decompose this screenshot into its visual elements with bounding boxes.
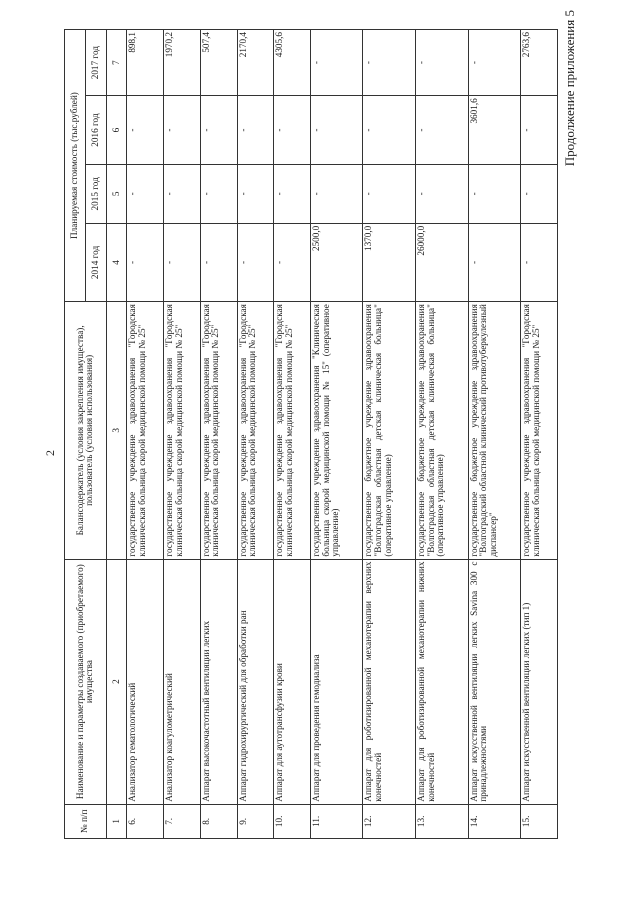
table-row — [127, 30, 164, 839]
cost-y2017: - — [416, 30, 469, 96]
table-row — [274, 30, 311, 839]
table-row — [237, 30, 274, 839]
holder: государственное бюджетное учреждение здравоохранения "Волгоградская областная детская клиническая больница" (оперативное управление) — [363, 302, 416, 559]
row-number: 11. — [310, 804, 363, 838]
item-name: Аппарат для роботизированной механотерапии нижних конечностей — [416, 559, 469, 804]
cost-y2016: - — [310, 96, 363, 165]
column-number: 2 — [106, 559, 127, 804]
item-name: Аппарат гидрохирургический для обработки ран — [237, 559, 274, 804]
table-row — [468, 30, 521, 839]
cost-y2015: - — [274, 164, 311, 223]
property-table — [64, 29, 558, 839]
holder: государственное учреждение здравоохранения "Городская клиническая больница скорой медицинской помощи № 25" — [237, 302, 274, 559]
page-number: 2 — [42, 450, 57, 456]
row-number: 13. — [416, 804, 469, 838]
row-number: 8. — [200, 804, 237, 838]
item-name: Анализатор гематологический — [127, 559, 164, 804]
header-row — [65, 30, 86, 839]
cost-y2017: 2763,6 — [521, 30, 558, 96]
header-col-name: Наименование и параметры создаваемого (приобретаемого) имущества — [65, 559, 107, 804]
table-row — [200, 30, 237, 839]
item-name: Аппарат для аутотрансфузии крови — [274, 559, 311, 804]
cost-y2017: 2170,4 — [237, 30, 274, 96]
cost-y2014: - — [164, 223, 201, 301]
cost-y2014: 26000,0 — [416, 223, 469, 301]
cost-y2015: - — [468, 164, 521, 223]
cost-y2014: - — [468, 223, 521, 301]
column-number: 7 — [106, 30, 127, 96]
holder: государственное учреждение здравоохранения "Городская клиническая больница скорой медицинской помощи № 25" — [521, 302, 558, 559]
holder: государственное учреждение здравоохранения "Городская клиническая больница скорой медицинской помощи № 25" — [164, 302, 201, 559]
column-number: 1 — [106, 804, 127, 838]
holder: государственное учреждение здравоохранения "Клиническая больница скорой медицинской помощи № 15" (оперативное управление) — [310, 302, 363, 559]
row-number: 15. — [521, 804, 558, 838]
cost-y2014: - — [200, 223, 237, 301]
cost-y2015: - — [416, 164, 469, 223]
cost-y2015: - — [237, 164, 274, 223]
item-name: Аппарат для роботизированной механотерапии верхних конечностей — [363, 559, 416, 804]
column-number: 5 — [106, 164, 127, 223]
holder: государственное бюджетное учреждение здравоохранения "Волгоградская областная детская клиническая больница" (оперативное управление) — [416, 302, 469, 559]
numbering-row — [106, 30, 127, 839]
header-col-no: № п/п — [65, 804, 107, 838]
cost-y2015: - — [310, 164, 363, 223]
table-row — [363, 30, 416, 839]
table-row — [164, 30, 201, 839]
holder: государственное учреждение здравоохранения "Городская клиническая больница скорой медицинской помощи № 25" — [200, 302, 237, 559]
cost-y2015: - — [164, 164, 201, 223]
column-number: 3 — [106, 302, 127, 559]
row-number: 12. — [363, 804, 416, 838]
cost-y2014: - — [521, 223, 558, 301]
item-name: Анализатор коагулометрический — [164, 559, 201, 804]
cost-y2016: - — [127, 96, 164, 165]
cost-y2016: - — [363, 96, 416, 165]
header-col-holder: Балансодержатель (условия закрепления имущества), пользователь (условия использования) — [65, 302, 107, 559]
table-row — [521, 30, 558, 839]
cost-y2017: - — [468, 30, 521, 96]
header-col-cost: Планируемая стоимость (тыс.рублей) — [65, 30, 86, 302]
cost-y2017: 1970,2 — [164, 30, 201, 96]
row-number: 10. — [274, 804, 311, 838]
cost-y2015: - — [363, 164, 416, 223]
cost-y2017: 4305,6 — [274, 30, 311, 96]
header-year: 2014 год — [85, 223, 106, 301]
item-name: Аппарат высокочастотный вентиляции легких — [200, 559, 237, 804]
header-year: 2015 год — [85, 164, 106, 223]
cost-y2016: - — [521, 96, 558, 165]
cost-y2014: - — [274, 223, 311, 301]
item-name: Аппарат для проведения гемодиализа — [310, 559, 363, 804]
column-number: 4 — [106, 223, 127, 301]
cost-y2015: - — [127, 164, 164, 223]
table-row — [310, 30, 363, 839]
cost-y2014: - — [237, 223, 274, 301]
cost-y2016: - — [274, 96, 311, 165]
row-number: 6. — [127, 804, 164, 838]
continuation-note: Продолжение приложения 5 — [562, 10, 577, 167]
holder: государственное учреждение здравоохранения "Городская клиническая больница скорой медицинской помощи № 25" — [127, 302, 164, 559]
item-name: Аппарат искусственной вентиляции легких (тип 1) — [521, 559, 558, 804]
cost-y2016: 3601,6 — [468, 96, 521, 165]
cost-y2017: - — [310, 30, 363, 96]
cost-y2014: 1370,0 — [363, 223, 416, 301]
cost-y2016: - — [237, 96, 274, 165]
cost-y2017: 507,4 — [200, 30, 237, 96]
column-number: 6 — [106, 96, 127, 165]
row-number: 9. — [237, 804, 274, 838]
cost-y2016: - — [416, 96, 469, 165]
cost-y2015: - — [200, 164, 237, 223]
table-row — [416, 30, 469, 839]
header-year: 2016 год — [85, 96, 106, 165]
row-number: 7. — [164, 804, 201, 838]
cost-y2016: - — [164, 96, 201, 165]
item-name: Аппарат искусственной вентиляции легких Savina 300 с принадлежностями — [468, 559, 521, 804]
cost-y2016: - — [200, 96, 237, 165]
holder: государственное учреждение здравоохранения "Городская клиническая больница скорой медицинской помощи № 25" — [274, 302, 311, 559]
header-year: 2017 год — [85, 30, 106, 96]
cost-y2014: - — [127, 223, 164, 301]
cost-y2014: 2500,0 — [310, 223, 363, 301]
row-number: 14. — [468, 804, 521, 838]
cost-y2017: 898,1 — [127, 30, 164, 96]
cost-y2017: - — [363, 30, 416, 96]
cost-y2015: - — [521, 164, 558, 223]
holder: государственное бюджетное учреждение здравоохранения "Волгоградский областной клинический противотуберкулезный диспансер" — [468, 302, 521, 559]
